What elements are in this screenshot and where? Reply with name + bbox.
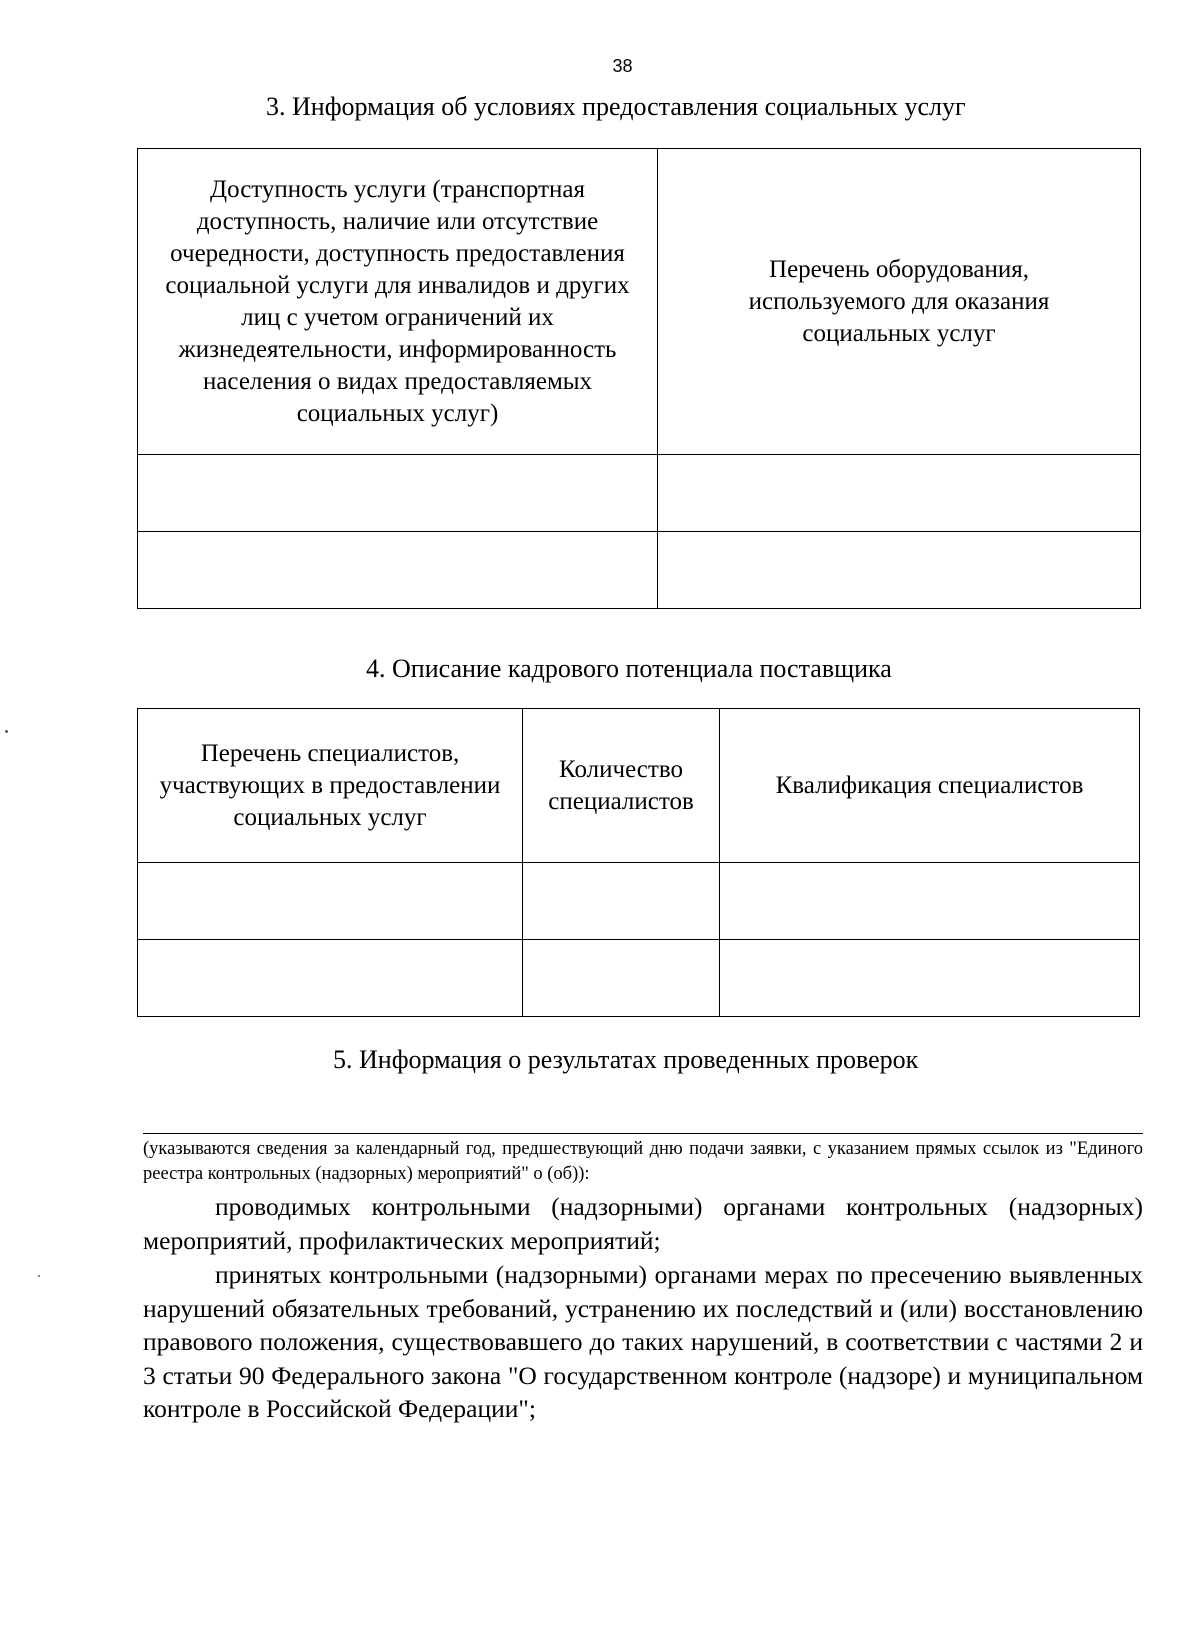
table-cell-count[interactable]: [523, 863, 720, 940]
table-row: [138, 940, 1140, 1017]
table-cell-qualification[interactable]: [720, 940, 1140, 1017]
table-header-row: [138, 149, 1141, 455]
table-cell-specialists[interactable]: [138, 863, 523, 940]
specialists-count-header: Количество специалистов: [523, 709, 720, 863]
table-cell-qualification[interactable]: [720, 863, 1140, 940]
specialists-list-header: Перечень специалистов, участвующих в предоставлении социальных услуг: [138, 709, 523, 863]
section5-title: 5. Информация о результатах проведенных проверок: [333, 1045, 919, 1074]
table-cell-availability[interactable]: [138, 532, 658, 609]
paragraph-adopted-measures: принятых контрольными (надзорными) органами мерах по пресечению выявленных нарушений обязательных требований, устранению их последствий и (или) восстановлению правового положения, существовавшего до таких нарушений, в соответствии с частями 2 и 3 статьи 90 Федерального закона "О государственном контроле (надзоре) и муниципальном контроле в Российской Федерации";: [143, 1260, 1143, 1423]
specialists-qualification-header: Квалификация специалистов: [720, 709, 1140, 863]
scan-dot: [38, 1275, 40, 1277]
service-conditions-table: [137, 148, 1141, 609]
table-cell-equipment[interactable]: [658, 455, 1141, 532]
inspection-note: (указываются сведения за календарный год, предшествующий дню подачи заявки, с указанием прямых ссылок из "Единого реестра контрольных (надзорных) мероприятий" о (об)):: [143, 1139, 1143, 1184]
page-number: 38: [612, 56, 633, 76]
table-row: [138, 532, 1141, 609]
table-cell-availability[interactable]: [138, 455, 658, 532]
scan-dot: [5, 730, 8, 733]
section4-title: 4. Описание кадрового потенциала поставщика: [366, 654, 892, 683]
equipment-header: Перечень оборудования, используемого для оказания социальных услуг: [658, 149, 1141, 455]
staff-table: [137, 708, 1140, 1017]
paragraph-control-measures: проводимых контрольными (надзорными) органами контрольных (надзорных) мероприятий, профилактических мероприятий;: [143, 1192, 1143, 1255]
table-cell-count[interactable]: [523, 940, 720, 1017]
section3-title: 3. Информация об условиях предоставления социальных услуг: [266, 92, 966, 121]
table-row: [138, 455, 1141, 532]
inspection-results-line[interactable]: [143, 1133, 1143, 1134]
table-row: [138, 863, 1140, 940]
availability-header: Доступность услуги (транспортная доступность, наличие или отсутствие очередности, доступность предоставления социальной услуги для инвалидов и других лиц с учетом ограничений их жизнедеятельности, информированность населения о видах предоставляемых социальных услуг): [138, 149, 658, 455]
table-header-row: [138, 709, 1140, 863]
table-cell-specialists[interactable]: [138, 940, 523, 1017]
table-cell-equipment[interactable]: [658, 532, 1141, 609]
